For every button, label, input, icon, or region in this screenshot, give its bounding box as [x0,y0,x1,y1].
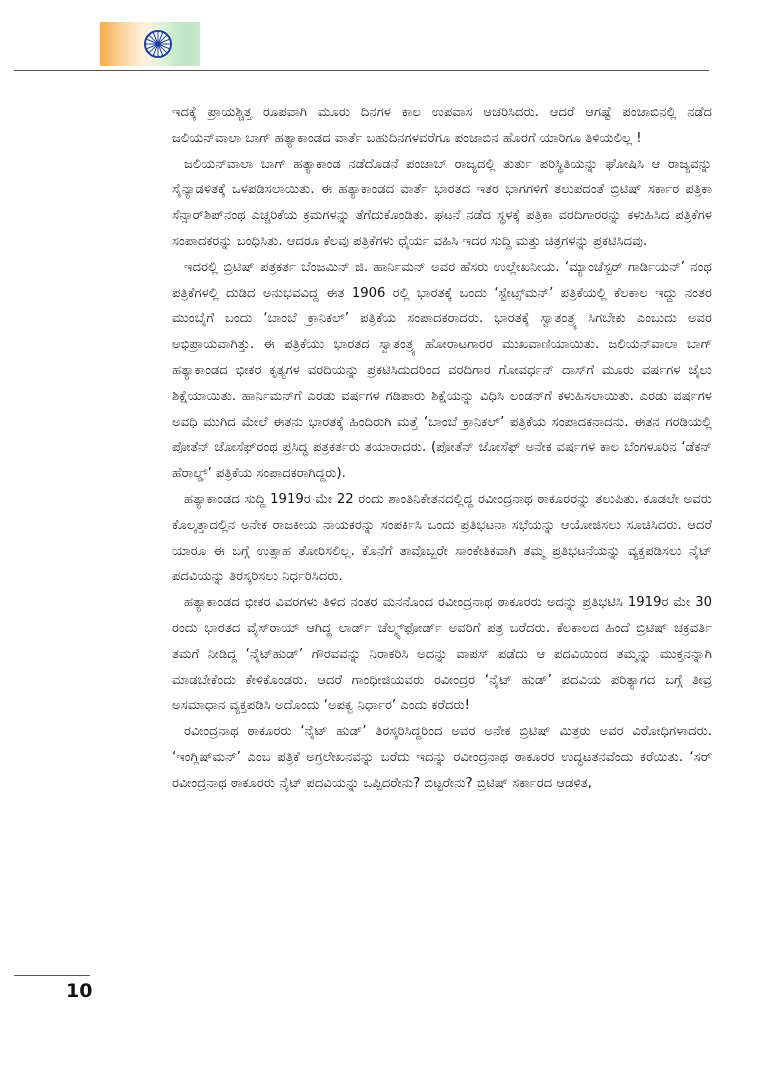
indian-flag-chakra-icon [100,20,200,68]
paragraph-1: ಇದಕ್ಕೆ ಪ್ರಾಯಶ್ಚಿತ್ತ ರೂಪವಾಗಿ ಮೂರು ದಿನಗಳ ಕಾಲ ಉಪವಾಸ ಆಚರಿಸಿದರು. ಆದರೆ ಆಗಷ್ಟೆ ಪಂಜಾಬಿನಲ್ಲಿ ನಡೆದ ಜಲಿಯನ್‌ವಾಲಾ ಬಾಗ್ ಹತ್ಯಾಕಾಂಡದ ವಾರ್ತೆ ಬಹುದಿನಗಳವರೆಗೂ ಪಂಜಾಬಿನ ಹೊರಗೆ ಯಾರಿಗೂ ತಿಳಿಯಲಿಲ್ಲ ! [172,105,712,146]
flag-logo [100,20,200,68]
page-number: 10 [66,980,93,1002]
paragraph-4: ಹತ್ಯಾಕಾಂಡದ ಸುದ್ದಿ 1919ರ ಮೇ 22 ರಂದು ಶಾಂತಿನಿಕೇತನದಲ್ಲಿದ್ದ ರವೀಂದ್ರನಾಥ ಠಾಕೂರರನ್ನು ತಲುಪಿತು. ಕೂಡಲೇ ಅವರು ಕೊಲ್ಕತ್ತಾದಲ್ಲಿನ ಅನೇಕ ರಾಜಕೀಯ ನಾಯಕರನ್ನು ಸಂಪರ್ಕಿಸಿ ಒಂದು ಪ್ರತಿಭಟನಾ ಸಭೆಯನ್ನು ಆಯೋಜಿಸಲು ಸೂಚಿಸಿದರು. ಆದರೆ ಯಾರೂ ಈ ಬಗ್ಗೆ ಉತ್ಸಾಹ ತೋರಿಸಲಿಲ್ಲ. ಕೊನೆಗೆ ತಾವೊಬ್ಬರೇ ಸಾಂಕೇತಿಕವಾಗಿ ತಮ್ಮ ಪ್ರತಿಭಟನೆಯನ್ನು ವ್ಯಕ್ತಪಡಿಸಲು ನೈಟ್ ಪದವಿಯನ್ನು ತಿರಸ್ಕರಿಸಲು ನಿರ್ಧರಿಸಿದರು. [172,491,712,585]
header-rule [14,70,709,71]
paragraph-3: ಇದರಲ್ಲಿ ಬ್ರಿಟಿಷ್ ಪತ್ರಕರ್ತ ಬೆಂಜಮಿನ್ ಜಿ. ಹಾರ್ನಿಮನ್ ಅವರ ಹೆಸರು ಉಲ್ಲೇಖನೀಯ. ‘ಮ್ಯಾಂಚೆಸ್ಟರ್ ಗಾರ್ಡಿಯನ್’ ನಂಥ ಪತ್ರಿಕೆಗಳಲ್ಲಿ ದುಡಿದ ಅನುಭವವಿದ್ದ ಈತ 1906 ರಲ್ಲಿ ಭಾರತಕ್ಕೆ ಬಂದು ‘ಸ್ಟೇಟ್ಸ್‌ಮನ್’ ಪತ್ರಿಕೆಯಲ್ಲಿ ಕೆಲಕಾಲ ಇದ್ದು ನಂತರ ಮುಂಬೈಗೆ ಬಂದು ‘ಬಾಂಬೆ ಕ್ರಾನಿಕಲ್’ ಪತ್ರಿಕೆಯ ಸಂಪಾದಕರಾದರು. ಭಾರತಕ್ಕೆ ಸ್ವಾತಂತ್ರ್ಯ ಸಿಗಬೇಕು ಎಂಬುದು ಅವರ ಅಭಿಪ್ರಾಯವಾಗಿತ್ತು. ಈ ಪತ್ರಿಕೆಯು ಭಾರತದ ಸ್ವಾತಂತ್ರ್ಯ ಹೋರಾಟಗಾರರ ಮುಖವಾಣಿಯಾಯಿತು. ಜಲಿಯನ್‌ವಾಲಾ ಬಾಗ್ ಹತ್ಯಾಕಾಂಡದ ಭೀಕರ ಕೃತ್ಯಗಳ ವರದಿಯನ್ನು ಪ್ರಕಟಿಸಿದುದರಿಂದ ವರದಿಗಾರ ಗೋವರ್ಧನ್ ದಾಸ್‌ಗೆ ಮೂರು ವರ್ಷಗಳ ಜೈಲು ಶಿಕ್ಷೆಯಾಯಿತು. ಹಾರ್ನಿಮನ್‌ಗೆ ಎರಡು ವರ್ಷಗಳ ಗಡಿಪಾರು ಶಿಕ್ಷೆಯನ್ನು ವಿಧಿಸಿ ಲಂಡನ್‌ಗೆ ಕಳುಹಿಸಲಾಯಿತು. ಎರಡು ವರ್ಷಗಳ ಅವಧಿ ಮುಗಿದ ಮೇಲೆ ಈತನು ಭಾರತಕ್ಕೆ ಹಿಂದಿರುಗಿ ಮತ್ತೆ ‘ಬಾಂಬೆ ಕ್ರಾನಿಕಲ್’ ಪತ್ರಿಕೆಯ ಸಂಪಾದಕನಾದನು. ಈತನ ಗರಡಿಯಲ್ಲಿ ಪೋತೆನ್ ಜೋಸೆಫ್‌ರಂಥ ಪ್ರಸಿದ್ಧ ಪತ್ರಕರ್ತರು ತಯಾರಾದರು. (ಪೋತೆನ್ ಜೋಸೆಫ್ ಅನೇಕ ವರ್ಷಗಳ ಕಾಲ ಬೆಂಗಳೂರಿನ ‘ಡೆಕನ್ ಹೆರಾಲ್ಡ್’ ಪತ್ರಿಕೆಯ ಸಂಪಾದಕರಾಗಿದ್ದರು). [172,259,712,482]
paragraph-5: ಹತ್ಯಾಕಾಂಡದ ಭೀಕರ ವಿವರಗಳು ತಿಳಿದ ನಂತರ ಮನನೊಂದ ರವೀಂದ್ರನಾಥ ಠಾಕೂರರು ಅದನ್ನು ಪ್ರತಿಭಟಿಸಿ 1919ರ ಮೇ 30 ರಂದು ಭಾರತದ ವೈಸ್‌ರಾಯ್ ಆಗಿದ್ದ ಲಾರ್ಡ್ ಚೆಲ್ಮ್ಸ್‌ಫೋರ್ಡ್ ಅವರಿಗೆ ಪತ್ರ ಬರೆದರು. ಕೆಲಕಾಲದ ಹಿಂದೆ ಬ್ರಿಟಿಷ್ ಚಕ್ರವರ್ತಿ ತಮಗೆ ನೀಡಿದ್ದ ‘ನೈಟ್‌ಹುಡ್’ ಗೌರವವನ್ನು ನಿರಾಕರಿಸಿ ಅದನ್ನು ವಾಪಸ್ ಪಡೆದು ಆ ಪದವಿಯಿಂದ ತಮ್ಮನ್ನು ಮುಕ್ತನನ್ನಾಗಿ ಮಾಡಬೇಕೆಂದು ಕೇಳಿಕೊಂಡರು. ಆದರೆ ಗಾಂಧೀಜಿಯವರು ರವೀಂದ್ರರ ‘ನೈಟ್ ಹುಡ್’ ಪದವಿಯ ಪರಿತ್ಯಾಗದ ಬಗ್ಗೆ ತೀವ್ರ ಅಸಮಾಧಾನ ವ್ಯಕ್ತಪಡಿಸಿ ಅದೊಂದು ‘ಅಪಕ್ವ ನಿರ್ಧಾರ’ ಎಂದು ಕರೆದರು! [172,595,712,714]
article-body [172,100,712,797]
paragraph-6: ರವೀಂದ್ರನಾಥ ಠಾಕೂರರು ‘ನೈಟ್ ಹುಡ್’ ತಿರಸ್ಕರಿಸಿದ್ದರಿಂದ ಅವರ ಅನೇಕ ಬ್ರಿಟಿಷ್ ಮಿತ್ರರು ಅವರ ವಿರೋಧಿಗಳಾದರು. ‘ಇಂಗ್ಲಿಷ್‌ಮನ್’ ಎಂಬ ಪತ್ರಿಕೆ ಅಗ್ರಲೇಖನವನ್ನು ಬರೆದು ಇದನ್ನು ರವೀಂದ್ರನಾಥ ಠಾಕೂರರ ಉದ್ಧಟತನವೆಂದು ಕರೆಯಿತು. ‘ಸರ್ ರವೀಂದ್ರನಾಥ ಠಾಕೂರರು ನೈಟ್ ಪದವಿಯನ್ನು ಒಪ್ಪಿದರೇನು? ಬಿಟ್ಟರೇನು? ಬ್ರಿಟಿಷ್ ಸರ್ಕಾರದ ಆಡಳಿತ, [172,724,712,791]
footer-rule [14,975,90,976]
paragraph-2: ಜಲಿಯನ್‌ವಾಲಾ ಬಾಗ್ ಹತ್ಯಾಕಾಂಡ ನಡೆದೊಡನೆ ಪಂಜಾಬ್ ರಾಜ್ಯದಲ್ಲಿ ತುರ್ತು ಪರಿಸ್ಥಿತಿಯನ್ನು ಘೋಷಿಸಿ ಆ ರಾಜ್ಯವನ್ನು ಸೈನ್ಯಾಡಳಿತಕ್ಕೆ ಒಳಪಡಿಸಲಾಯಿತು. ಈ ಹತ್ಯಾಕಾಂಡದ ವಾರ್ತೆ ಭಾರತದ ಇತರ ಭಾಗಗಳಿಗೆ ತಲುಪದಂತೆ ಬ್ರಿಟಿಷ್ ಸರ್ಕಾರ ಪತ್ರಿಕಾ ಸೆನ್ಸಾರ್‌ಶಿಪ್‌ನಂಥ ಎಚ್ಚರಿಕೆಯ ಕ್ರಮಗಳನ್ನು ತೆಗೆದುಕೊಂಡಿತು. ಘಟನೆ ನಡೆದ ಸ್ಥಳಕ್ಕೆ ಪತ್ರಿಕಾ ವರದಿಗಾರರನ್ನು ಕಳುಹಿಸಿದ ಪತ್ರಿಕೆಗಳ ಸಂಪಾದಕರನ್ನು ಬಂಧಿಸಿತು. ಆದರೂ ಕೆಲವು ಪತ್ರಿಕೆಗಳು ಧೈರ್ಯ ವಹಿಸಿ ಇದರ ಸುದ್ದಿ ಮತ್ತು ಚಿತ್ರಗಳನ್ನು ಪ್ರಕಟಿಸಿದವು. [172,156,712,249]
